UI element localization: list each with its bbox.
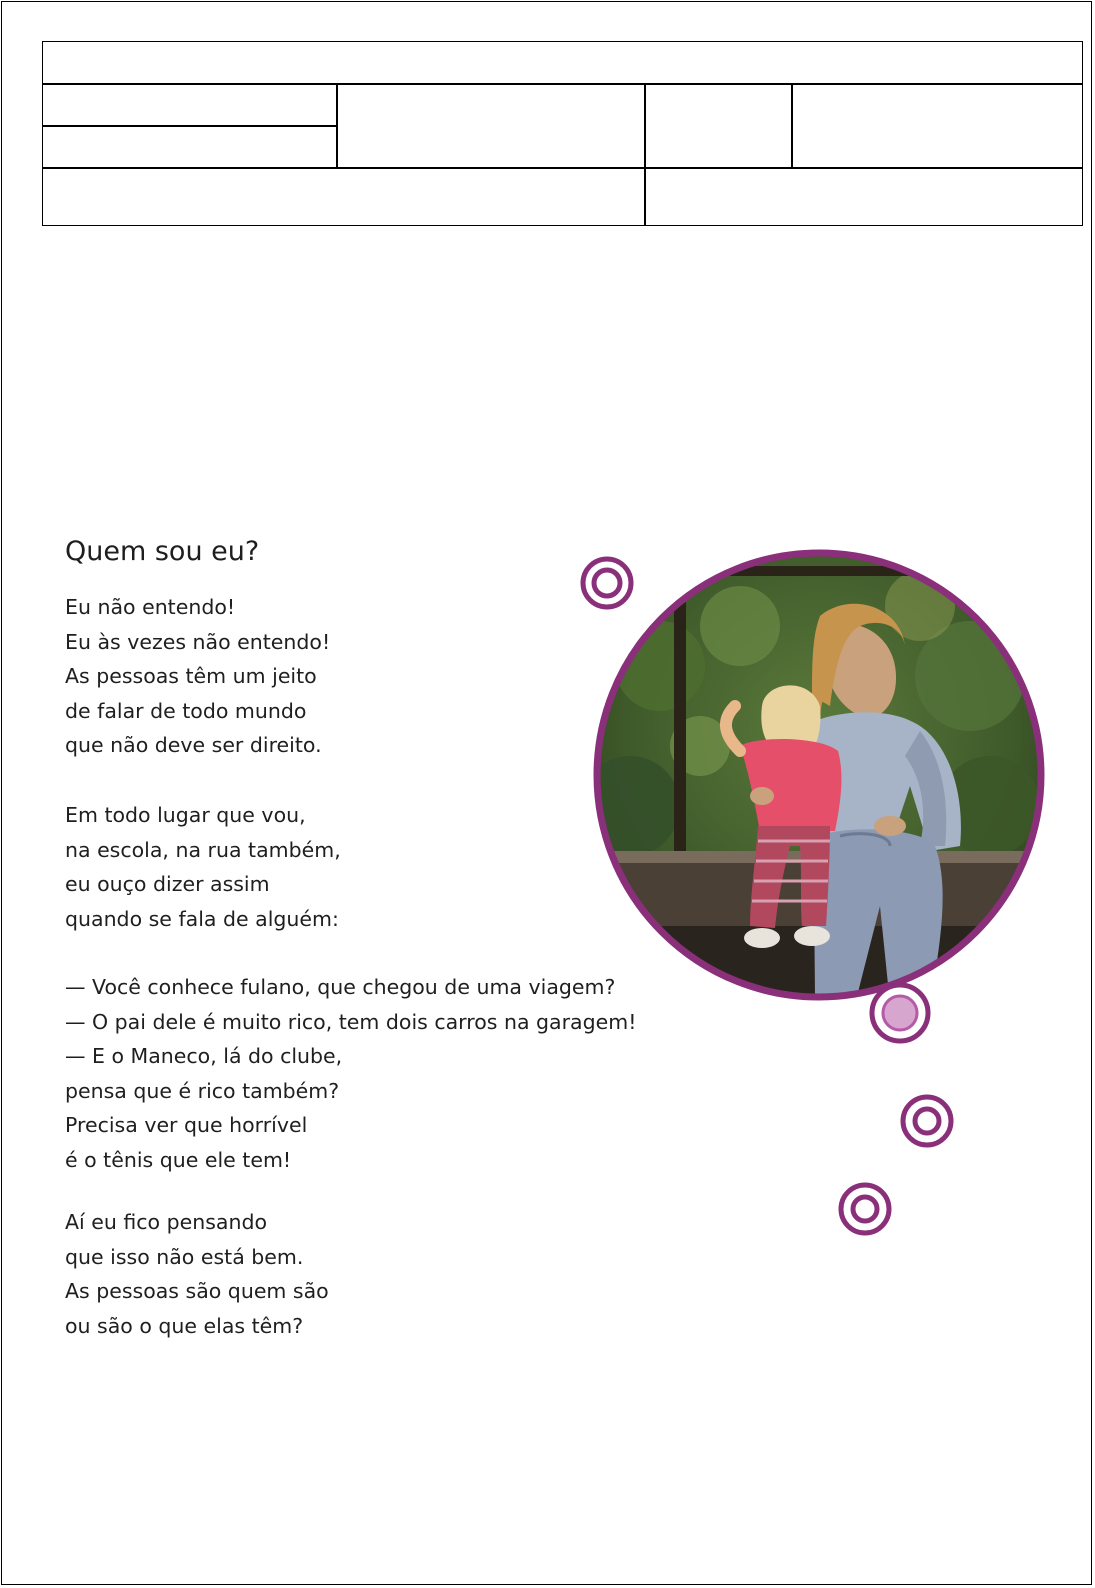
poem-line: Eu não entendo! (65, 595, 236, 619)
poem-line: — Você conhece fulano, que chegou de uma viagem? (65, 975, 616, 999)
poem-line: — E o Maneco, lá do clube, (65, 1044, 343, 1068)
poem-line: de falar de todo mundo (65, 698, 307, 723)
form-cell-class[interactable] (43, 127, 335, 167)
decorative-ring-icon (836, 1180, 894, 1238)
header-form-table (42, 41, 1083, 226)
decorative-ring-icon (867, 980, 933, 1046)
poem-line: Em todo lugar que vou, (65, 803, 306, 827)
poem-line: ou são o que elas têm? (65, 1313, 304, 1338)
poem-line: Precisa ver que horrível (65, 1113, 308, 1137)
form-cell-subject[interactable] (646, 169, 1081, 224)
form-cell-name[interactable] (43, 85, 335, 125)
form-cell-date[interactable] (646, 85, 790, 167)
poem-line: — O pai dele é muito rico, tem dois carros na garagem! (65, 1009, 637, 1034)
form-cell-grade[interactable] (793, 85, 1081, 167)
poem-line: As pessoas têm um jeito (65, 664, 317, 688)
poem-stanza-3 (65, 970, 636, 1177)
poem-title: Quem sou eu? (65, 536, 260, 567)
poem-line: As pessoas são quem são (65, 1279, 329, 1303)
poem-line: que não deve ser direito. (65, 733, 322, 757)
poem-stanza-1 (65, 590, 330, 763)
decorative-ring-icon (898, 1092, 956, 1150)
poem-line: na escola, na rua também, (65, 837, 341, 862)
mother-and-child-photo (590, 546, 1048, 1004)
form-cell-title[interactable] (43, 42, 1081, 82)
poem-line: eu ouço dizer assim (65, 872, 270, 896)
poem-stanza-4 (65, 1205, 329, 1343)
poem-line: Aí eu fico pensando (65, 1210, 268, 1234)
poem-line: é o tênis que ele tem! (65, 1147, 292, 1172)
poem-stanza-2 (65, 798, 341, 936)
poem-line: quando se fala de alguém: (65, 906, 339, 931)
form-cell-teacher[interactable] (338, 85, 643, 167)
poem-line: Eu às vezes não entendo! (65, 629, 331, 654)
form-cell-school[interactable] (43, 169, 643, 224)
poem-line: que isso não está bem. (65, 1244, 304, 1269)
poem-line: pensa que é rico também? (65, 1078, 340, 1103)
decorative-ring-icon (578, 554, 636, 612)
